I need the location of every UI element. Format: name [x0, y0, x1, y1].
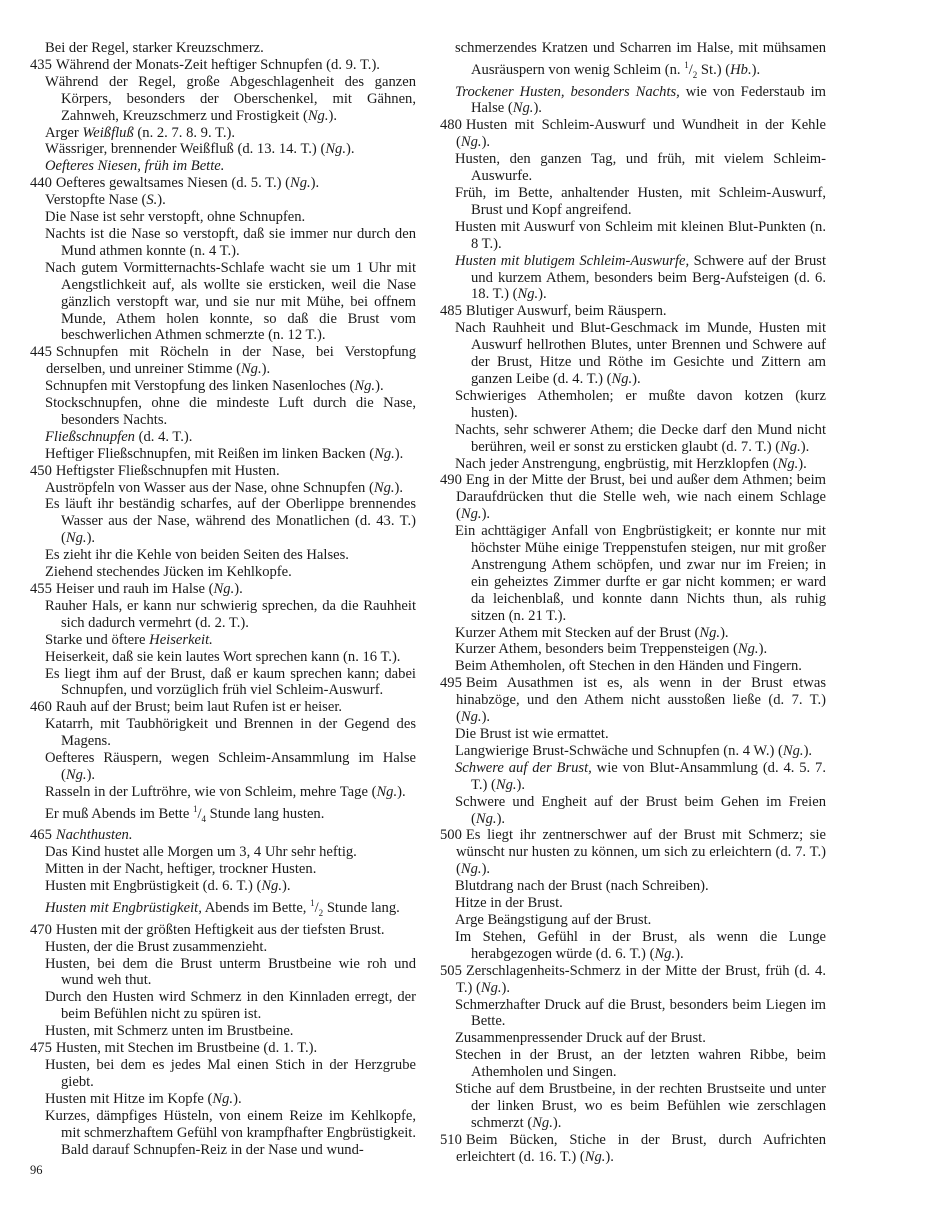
entry-text: Abends im Bette, [201, 899, 311, 916]
symptom-entry [30, 649, 416, 666]
entry-text: ). [501, 979, 511, 996]
italic-text: Trockener Husten, besonders Nachts, [455, 83, 680, 100]
italic-text: Ng. [460, 861, 482, 878]
entry-number: 455 [30, 581, 52, 597]
entry-text: ). [234, 581, 243, 597]
entry-text: Schmerzhafter Druck auf die Brust, besonders beim Liegen im Bette. [455, 996, 826, 1030]
italic-text: Ng. [354, 378, 376, 395]
entry-text: Husten, mit Stechen im Brustbeine (d. 1. T.). [55, 1040, 318, 1057]
italic-text: Hb. [730, 61, 752, 78]
symptom-entry [440, 388, 826, 422]
entry-text: Rauh auf der Brust; beim laut Rufen ist er heiser. [55, 699, 343, 716]
entry-text: schmerzendes Kratzen und Scharren im Halse, mit mühsamen Ausräuspern von wenig Schleim (n. [455, 40, 826, 78]
entry-text: Husten, bei dem die Brust unterm Brustbeine wie roh und wund weh thut. [45, 955, 416, 989]
symptom-entry [440, 997, 826, 1031]
symptom-entry [30, 564, 416, 581]
symptom-entry [30, 895, 416, 922]
italic-text: Ng. [374, 445, 395, 462]
entry-text: Es liegt ihm auf der Brust, daß er kaum sprechen kann; dabei Schnupfen, und vorzüglich früh viel Schleim-Auswurf. [45, 665, 416, 699]
entry-number: 470 [30, 921, 52, 938]
entry-text: (d. 4. T.). [134, 428, 193, 445]
entry-number: 475 [30, 1040, 52, 1057]
entry-text: ). [346, 141, 355, 158]
entry-text: Ziehend stechendes Jücken im Kehlkopfe. [45, 564, 292, 581]
italic-text: Ng. [460, 134, 482, 151]
entry-text: ). [397, 783, 406, 800]
symptom-entry [30, 956, 416, 990]
entry-text: (n. 2. 7. 8. 9. T.). [133, 124, 235, 141]
italic-text: Ng. [65, 766, 87, 783]
symptom-entry [30, 598, 416, 632]
entry-text: Nachts, sehr schwerer Athem; die Decke darf den Mund nicht berühren, weil er sonst zu ersticken glaubt (d. 7. T.) ( [455, 421, 826, 455]
italic-text: Ng. [699, 624, 721, 641]
fraction: $^1/_2$ [310, 898, 324, 918]
entry-text: Während der Monats-Zeit heftiger Schnupfen (d. 9. T.). [55, 56, 380, 73]
entry-number: 480 [440, 117, 462, 134]
symptom-entry [440, 726, 826, 743]
entry-text: ). [481, 506, 491, 523]
entry-text: ). [538, 286, 547, 303]
symptom-entry [30, 1057, 416, 1091]
entry-text: ). [261, 361, 271, 378]
entry-text: Ein achttägiger Anfall von Engbrüstigkeit; er konnte nur mit höchster Mühe einige Treppenstufen steigen, nur mit großer Anstrengung Athem schöpfen, und zwar nur im Freien; in ein geheiztes Zimmer durfte er gar nicht kommen; er ward da leichenblaß, und konnte dann Nichts thun, als ruhig sitzen (n. 21 T.). [455, 523, 826, 624]
entry-number: 490 [440, 472, 462, 489]
entry-text: Husten, mit Schmerz unten im Brustbeine. [45, 1023, 294, 1040]
entry-text: Husten mit Engbrüstigkeit (d. 6. T.) ( [45, 878, 262, 895]
symptom-entry [30, 226, 416, 260]
symptom-entry [30, 429, 416, 446]
entry-text: Husten mit Hitze im Kopfe ( [45, 1090, 213, 1107]
symptom-entry [30, 666, 416, 700]
entry-text: ). [86, 766, 96, 783]
italic-text: Ng. [532, 1114, 553, 1131]
entry-number: 485 [440, 303, 462, 320]
page-number: 96 [30, 1163, 43, 1177]
symptom-entry [30, 827, 416, 844]
entry-text: Schwere auf der Brust und kurzem Athem, besonders beim Berg-Aufsteigen (d. 6. 18. T.) ( [471, 252, 826, 303]
italic-text: Ng. [212, 1090, 234, 1107]
entry-number: 445 [30, 344, 52, 361]
italic-text: S. [146, 192, 158, 209]
entry-text: Kurzer Athem mit Stecken auf der Brust ( [455, 624, 700, 641]
italic-text: Schwere auf der Brust, [455, 759, 592, 776]
entry-text: Katarrh, mit Taubhörigkeit und Brennen in der Gegend des Magens. [45, 716, 416, 750]
entry-text: Die Nase ist sehr verstopft, ohne Schnupfen. [45, 209, 306, 226]
italic-text: Nachthusten. [55, 827, 133, 844]
entry-text: ). [533, 100, 542, 117]
italic-text: Oefteres Niesen, früh im Bette. [45, 158, 225, 175]
entry-text: Langwierige Brust-Schwäche und Schnupfen (n. 4 W.) ( [455, 742, 783, 759]
entry-text: ). [394, 445, 404, 462]
symptom-entry [440, 912, 826, 929]
symptom-entry [30, 141, 416, 158]
symptom-entry [440, 523, 826, 624]
symptom-entry [440, 895, 826, 912]
symptom-entry [30, 125, 416, 142]
italic-text: Fließschnupfen [45, 428, 135, 445]
symptom-entry [440, 40, 826, 84]
fraction: $^1/_2$ [684, 59, 698, 80]
entry-text: Rauher Hals, er kann nur schwierig sprechen, da die Rauhheit sich dadurch vermehrt (d. 2. T.). [45, 597, 416, 631]
symptom-entry [440, 743, 826, 760]
symptom-entry [440, 963, 826, 997]
italic-text: Ng. [584, 1148, 606, 1165]
entry-number: 505 [440, 962, 462, 979]
symptom-entry [30, 40, 416, 57]
symptom-entry [30, 581, 416, 598]
entry-text: Eng in der Mitte der Brust, bei und außer dem Athmen; beim Daraufdrücken thut die Stelle weh, wie nach einem Schlage ( [456, 472, 826, 523]
symptom-entry [440, 456, 826, 473]
symptom-entry [440, 675, 826, 726]
entry-text: Es läuft ihr beständig scharfes, auf der Oberlippe brennendes Wasser aus der Nase, während des Monatlichen (d. 43. T.) ( [45, 496, 416, 547]
symptom-entry [440, 422, 826, 456]
entry-text: Verstopfte Nase ( [45, 192, 147, 209]
symptom-entry [30, 750, 416, 784]
entry-text: Schwieriges Athemholen; er mußte davon kotzen (kurz husten). [455, 387, 826, 421]
entry-text: ). [803, 742, 813, 759]
symptom-entry [30, 861, 416, 878]
symptom-entry [440, 760, 826, 794]
entry-text: Husten, der die Brust zusammenzieht. [45, 938, 268, 955]
italic-text: Ng. [654, 945, 676, 962]
entry-text: ). [800, 438, 810, 455]
entry-text: ). [481, 861, 491, 878]
entry-text: Es zieht ihr die Kehle von beiden Seiten des Halses. [45, 547, 349, 564]
symptom-entry [30, 922, 416, 939]
symptom-entry [440, 658, 826, 675]
entry-text: Stockschnupfen, ohne die mindeste Luft durch die Nase, besonders Nachts. [45, 395, 416, 428]
symptom-entry [30, 57, 416, 74]
entry-text: ). [481, 709, 491, 726]
entry-text: Stiche auf dem Brustbeine, in der rechten Brustseite und unter der linken Brust, wo es beim Befühlen wie zerschlagen schmerzt ( [455, 1081, 826, 1131]
entry-text: Während der Regel, große Abgeschlagenheit des ganzen Körpers, besonders der Oberschenkel, mit Gähnen, Zahnweh, Kreuzschmerz und Frostigkeit ( [45, 73, 416, 124]
entry-text: Stunde lang husten. [206, 805, 325, 822]
entry-text: Schnupfen mit Verstopfung des linken Nasenloches ( [45, 378, 355, 395]
italic-text: Ng. [65, 530, 87, 547]
entry-text: Husten mit Schleim-Auswurf und Wundheit in der Kehle ( [456, 117, 826, 151]
symptom-entry [440, 303, 826, 320]
symptom-entry [440, 1132, 826, 1166]
symptom-entry [30, 496, 416, 547]
entry-text: ). [481, 134, 491, 151]
entry-text: Heiserkeit, daß sie kein lautes Wort sprechen kann (n. 16 T.). [45, 648, 401, 665]
italic-text: Ng. [373, 479, 395, 496]
italic-text: Ng. [240, 361, 262, 378]
entry-text: Nach Rauhheit und Blut-Geschmack im Munde, Husten mit Auswurf hellrothen Blutes, unter Brennen und Schwere auf der Brust, Hitze und Röthe im Gesichte und Zittern am ganzen Leibe (d. 4. T.) ( [455, 320, 826, 387]
italic-text: Husten mit Engbrüstigkeit, [45, 899, 202, 916]
italic-text: Ng. [782, 742, 804, 759]
right-column [440, 40, 826, 1166]
entry-text: Wässriger, brennender Weißfluß (d. 13. 14. T.) ( [45, 141, 326, 158]
entry-text: ). [328, 107, 338, 124]
entry-number: 495 [440, 675, 462, 692]
symptom-entry [440, 84, 826, 118]
symptom-entry [30, 547, 416, 564]
italic-text: Ng. [460, 506, 482, 523]
symptom-entry [30, 878, 416, 895]
symptom-entry [30, 175, 416, 192]
symptom-entry [30, 378, 416, 395]
entry-text: Arge Beängstigung auf der Brust. [455, 911, 652, 928]
symptom-entry [30, 1040, 416, 1057]
entry-text: Schnupfen mit Röcheln in der Nase, bei Verstopfung derselben, und unreiner Stimme ( [46, 344, 416, 378]
symptom-entry [440, 219, 826, 253]
entry-number: 440 [30, 175, 52, 192]
entry-text: Husten mit Auswurf von Schleim mit kleinen Blut-Punkten (n. 8 T.). [455, 218, 826, 252]
entry-text: ). [310, 175, 320, 192]
symptom-entry [30, 699, 416, 716]
symptom-entry [30, 716, 416, 750]
italic-text: Ng. [213, 581, 235, 597]
italic-text: Husten mit blutigem Schleim-Auswurfe, [455, 252, 690, 269]
entry-text: Er muß Abends im Bette [45, 805, 193, 822]
symptom-entry [440, 320, 826, 388]
entry-text: Arger [45, 124, 83, 141]
italic-text: Ng. [780, 438, 801, 455]
entry-text: Das Kind hustet alle Morgen um 3, 4 Uhr sehr heftig. [45, 844, 357, 861]
italic-text: Ng. [611, 370, 633, 387]
entry-text: Die Brust ist wie ermattet. [455, 726, 609, 743]
symptom-entry [440, 1081, 826, 1132]
symptom-entry [440, 929, 826, 963]
entry-text: ). [798, 455, 807, 472]
entry-text: Kurzer Athem, besonders beim Treppensteigen ( [455, 641, 738, 658]
symptom-entry [440, 878, 826, 895]
entry-text: ). [720, 624, 729, 641]
symptom-entry [440, 1047, 826, 1081]
entry-text: wie von Federstaub im Halse ( [471, 83, 827, 117]
symptom-entry [440, 472, 826, 523]
italic-text: Ng. [737, 641, 759, 658]
entry-text: ). [86, 530, 96, 547]
italic-text: Heiserkeit. [149, 631, 213, 648]
symptom-entry [30, 209, 416, 226]
italic-text: Ng. [480, 979, 502, 996]
entry-text: ). [496, 810, 506, 827]
symptom-entry [440, 151, 826, 185]
entry-text: ). [632, 370, 641, 387]
entry-text: Hitze in der Brust. [455, 895, 563, 912]
entry-text: Stunde lang. [323, 899, 400, 916]
fraction: $^1/_4$ [192, 803, 207, 824]
italic-text: Ng. [460, 709, 482, 726]
entry-text: Heiser und rauh im Halse ( [55, 581, 214, 597]
entry-text: ). [605, 1148, 614, 1165]
symptom-entry [440, 827, 826, 878]
entry-text: Oefteres gewaltsames Niesen (d. 5. T.) ( [55, 175, 290, 192]
symptom-entry [30, 344, 416, 378]
entry-number: 435 [30, 56, 52, 73]
symptom-entry [30, 784, 416, 801]
symptom-entry [30, 192, 416, 209]
italic-text: Ng. [777, 455, 799, 472]
entry-number: 460 [30, 699, 52, 716]
symptom-entry [30, 844, 416, 861]
symptom-entry [30, 480, 416, 497]
symptom-entry [440, 641, 826, 658]
entry-number: 450 [30, 462, 52, 479]
entry-text: ). [282, 878, 291, 895]
entry-text: Nach gutem Vormitternachts-Schlafe wacht sie um 1 Uhr mit Aengstlichkeit auf, als wollte sie ersticken, weil die Nase gänzlich verstopft war, und sie nur mit Mühe, bei offnem Munde, Athem holen konnte, so daß die Brust vom beschwerlichen Athmen schmerzte (n. 12 T.). [45, 259, 416, 344]
italic-text: Ng. [289, 175, 311, 192]
entry-text: Im Stehen, Gefühl in der Brust, als wenn die Lunge herabgezogen würde (d. 6. T.) ( [455, 928, 826, 962]
entry-text: Früh, im Bette, anhaltender Husten, mit Schleim-Auswurf, Brust und Kopf angreifend. [455, 185, 826, 218]
italic-text: Ng. [307, 107, 329, 124]
entry-text: Mitten in der Nacht, heftiger, trockner Husten. [45, 861, 317, 878]
symptom-entry [30, 74, 416, 125]
symptom-entry [440, 185, 826, 219]
symptom-entry [30, 989, 416, 1023]
italic-text: Ng. [325, 141, 346, 158]
entry-text: Schwere und Engheit auf der Brust beim Gehen im Freien ( [455, 793, 826, 827]
symptom-entry [30, 463, 416, 480]
entry-text: Beim Bücken, Stiche in der Brust, durch Aufrichten erleichtert (d. 16. T.) ( [456, 1131, 826, 1165]
entry-text: ). [516, 776, 526, 793]
entry-text: ). [552, 1114, 562, 1131]
entry-text: ). [375, 378, 384, 395]
entry-text: ). [157, 192, 166, 209]
entry-text: Blutdrang nach der Brust (nach Schreiben). [455, 878, 709, 895]
entry-number: 465 [30, 827, 52, 844]
entry-text: Nachts ist die Nase so verstopft, daß sie immer nur durch den Mund athmen konnte (n. 4 T.). [45, 225, 416, 259]
entry-text: ). [758, 641, 768, 658]
entry-text: Stechen in der Brust, an der letzten wahren Ribbe, beim Athemholen und Singen. [455, 1047, 826, 1081]
entry-text: Blutiger Auswurf, beim Räuspern. [465, 303, 667, 320]
symptom-entry [30, 1091, 416, 1108]
entry-text: Husten mit der größten Heftigkeit aus der tiefsten Brust. [55, 921, 385, 938]
entry-text: wie von Blut-Ansammlung (d. 4. 5. 7. T.) ( [471, 759, 826, 793]
entry-text: Auströpfeln von Wasser aus der Nase, ohne Schnupfen ( [45, 479, 374, 496]
symptom-entry [30, 939, 416, 956]
entry-text: Nach jeder Anstrengung, engbrüstig, mit Herzklopfen ( [455, 455, 778, 472]
entry-text: Heftiger Fließschnupfen, mit Reißen im linken Backen ( [45, 445, 375, 462]
italic-text: Ng. [495, 776, 517, 793]
symptom-entry [30, 158, 416, 175]
italic-text: Ng. [517, 286, 539, 303]
italic-text: Weißfluß [82, 124, 134, 141]
entry-text: ). [751, 61, 761, 78]
entry-text: Durch den Husten wird Schmerz in den Kinnladen erregt, der beim Befühlen nicht zu spüren ist. [45, 989, 416, 1023]
symptom-entry [440, 253, 826, 304]
entry-number: 510 [440, 1131, 462, 1148]
entry-text: ). [233, 1090, 242, 1107]
symptom-entry [30, 1023, 416, 1040]
symptom-entry [30, 1108, 416, 1159]
symptom-entry [30, 260, 416, 345]
entry-text: Oefteres Räuspern, wegen Schleim-Ansammlung im Halse ( [45, 750, 416, 783]
entry-text: St.) ( [697, 61, 731, 78]
left-column [30, 40, 416, 1158]
entry-text: Bei der Regel, starker Kreuzschmerz. [45, 40, 264, 56]
symptom-entry [30, 801, 416, 828]
symptom-entry [440, 1030, 826, 1047]
entry-text: Zusammenpressender Druck auf der Brust. [455, 1030, 706, 1047]
entry-text: Es liegt ihr zentnerschwer auf der Brust mit Schmerz; sie wünscht nur husten zu können, um sich zu erleichtern (d. 7. T.) ( [456, 827, 826, 878]
entry-text: Kurzes, dämpfiges Hüsteln, von einem Reize im Kehlkopfe, mit schmerzhaftem Gefühl von krampfhafter Engbrüstigkeit. Bald darauf Schnupfen-Reiz in der Nase und wund- [45, 1107, 417, 1158]
entry-number: 500 [440, 827, 462, 844]
symptom-entry [30, 632, 416, 649]
symptom-entry [440, 794, 826, 828]
entry-text: Husten, den ganzen Tag, und früh, mit vielem Schleim-Auswurfe. [455, 151, 826, 185]
entry-text: Beim Ausathmen ist es, als wenn in der Brust etwas hinabzöge, und den Athem nicht ausstoßen ließe (d. 7. T.) ( [456, 675, 826, 726]
italic-text: Ng. [475, 810, 497, 827]
italic-text: Ng. [512, 100, 534, 117]
entry-text: Starke und öftere [45, 631, 150, 648]
italic-text: Ng. [376, 783, 398, 800]
italic-text: Ng. [261, 878, 282, 895]
symptom-entry [440, 625, 826, 642]
entry-text: Heftigster Fließschnupfen mit Husten. [55, 462, 280, 479]
entry-text: Beim Athemholen, oft Stechen in den Händen und Fingern. [455, 658, 802, 675]
symptom-entry [30, 395, 416, 429]
symptom-entry [440, 117, 826, 151]
entry-text: ). [675, 945, 684, 962]
entry-text: Rasseln in der Luftröhre, wie von Schleim, mehre Tage ( [45, 783, 377, 800]
entry-text: ). [394, 479, 404, 496]
symptom-entry [30, 446, 416, 463]
entry-text: Husten, bei dem es jedes Mal einen Stich in der Herzgrube giebt. [45, 1057, 416, 1090]
entry-text: Zerschlagenheits-Schmerz in der Mitte der Brust, früh (d. 4. T.) ( [456, 962, 826, 996]
